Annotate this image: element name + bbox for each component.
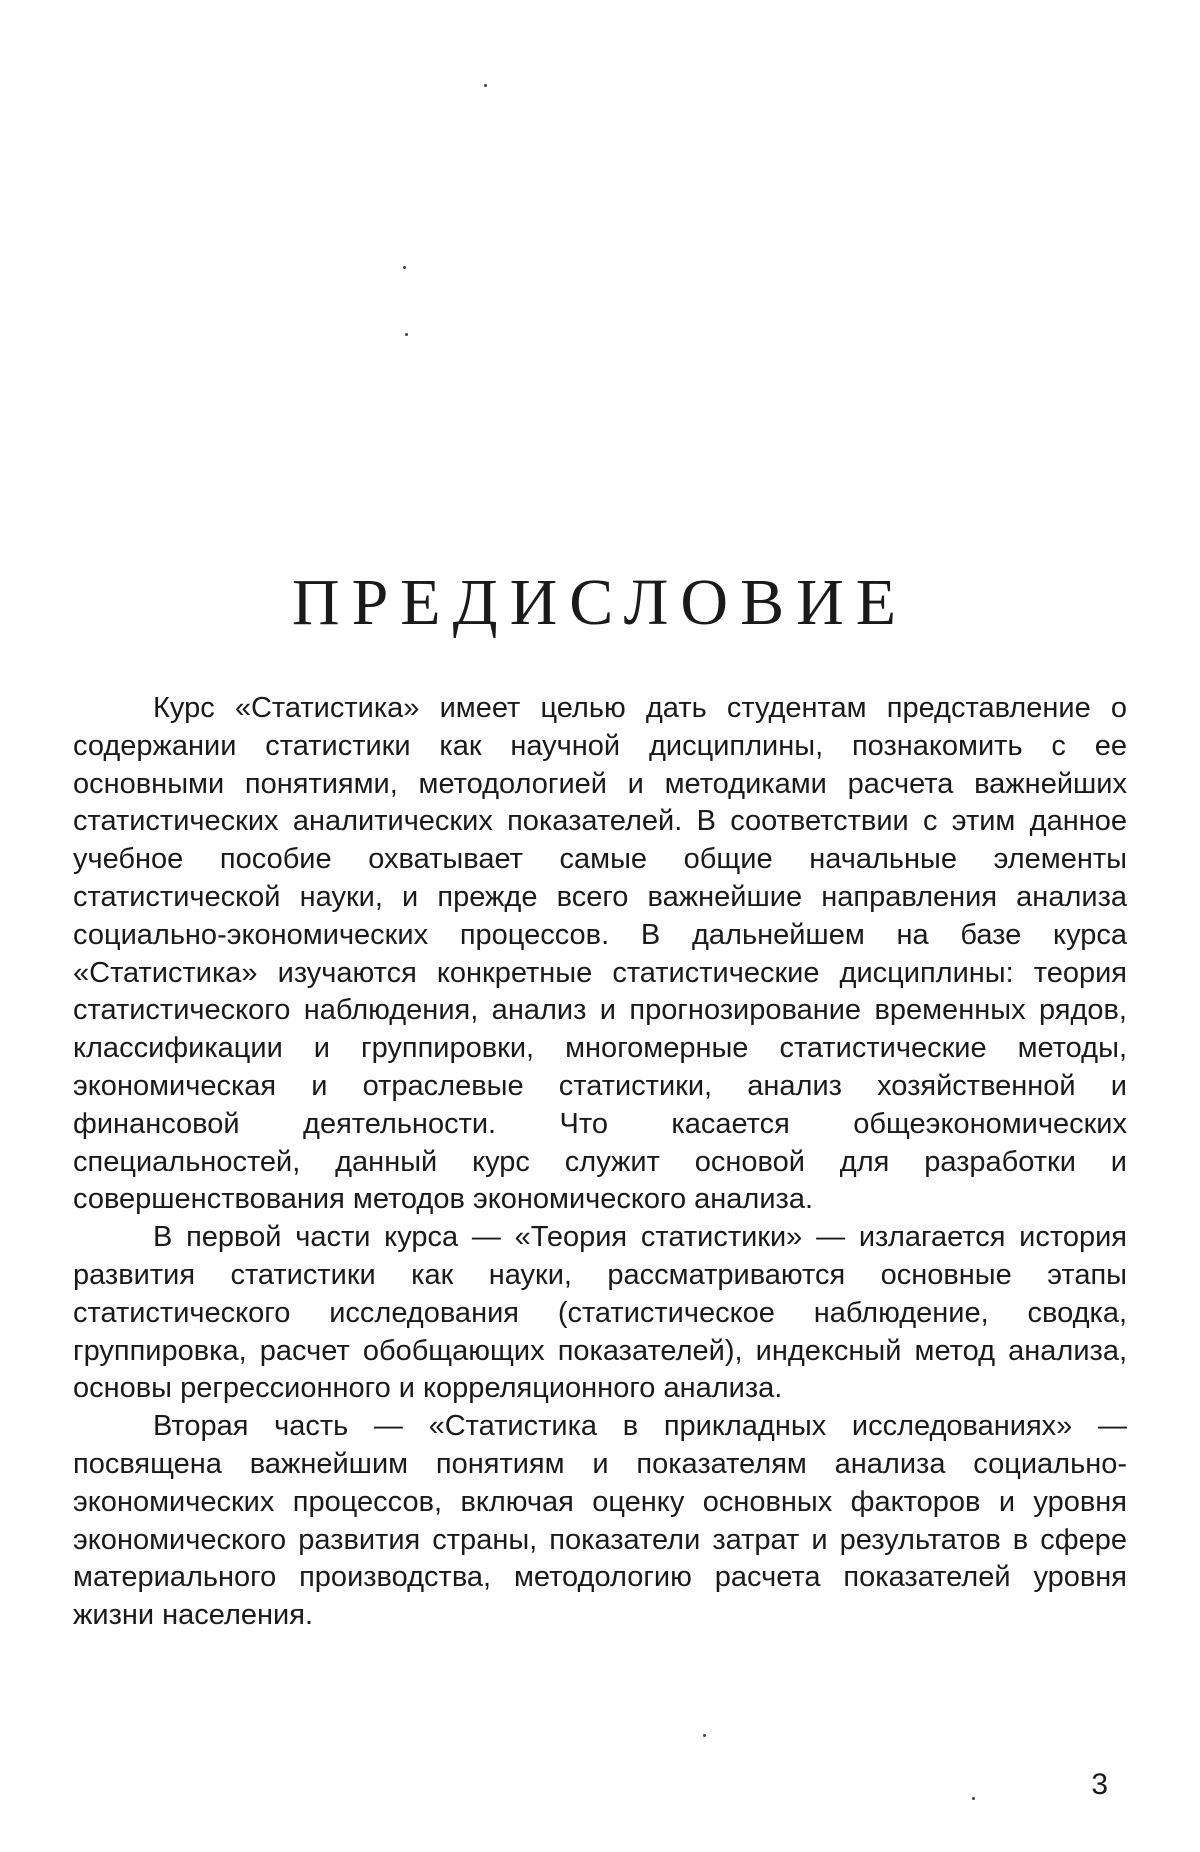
scan-speck	[403, 266, 406, 269]
scan-speck	[972, 1797, 975, 1800]
paragraph-2: В первой части курса — «Теория статистики» — излагается история развития статистики как науки, рассматриваются основные этапы статистического исследования (статистическое наблюдение, сводка, группировка, расчет обобщающих показателей), индексный метод анализа, основы регрессионного и корреляционного анализа.	[73, 1221, 1127, 1405]
page-number: 3	[1091, 1768, 1108, 1801]
paragraph-3: Вторая часть — «Статистика в прикладных исследованиях» — посвящена важнейшим понятиям и показателям анализа социально-экономических процессов, включая оценку основных факторов и уровня экономического развития страны, показатели затрат и результатов в сфере материального производства, методологию расчета показателей уровня жизни населения.	[73, 1410, 1127, 1632]
scan-speck	[405, 333, 408, 336]
paragraph-1: Курс «Статистика» имеет целью дать студентам представление о содержании статистики как научной дисциплины, познакомить с ее основными понятиями, методологией и методиками расчета важнейших статистических аналитических показателей. В соответствии с этим данное учебное пособие охватывает самые общие начальные элементы статистической науки, и прежде всего важнейшие направления анализа социально-экономических процессов. В дальнейшем на базе курса «Статистика» изучаются конкретные статистические дисциплины: теория статистического наблюдения, анализ и прогнозирование временных рядов, классификации и группировки, многомерные статистические методы, экономическая и отраслевые статистики, анализ хозяйственной и финансовой деятельности. Что касается общеэкономических специальностей, данный курс служит основой для разработки и совершенствования методов экономического анализа.	[73, 692, 1127, 1216]
scan-speck	[484, 84, 487, 87]
page-heading: ПРЕДИСЛОВИЕ	[291, 566, 909, 639]
scan-speck	[703, 1734, 706, 1737]
body-text	[73, 690, 1127, 1635]
